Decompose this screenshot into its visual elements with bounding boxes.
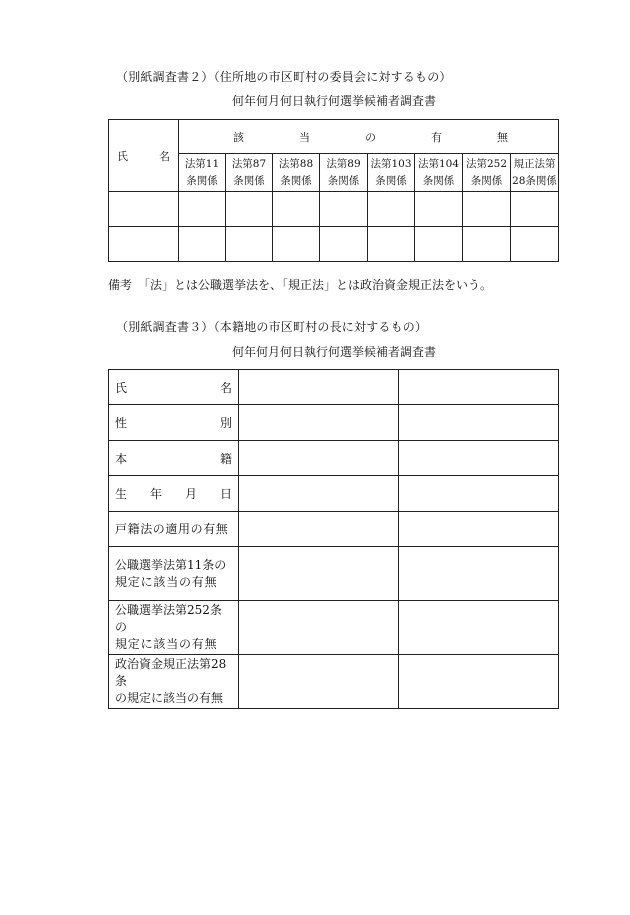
form2-heading: （別紙調査書２）（住所地の市区町村の委員会に対するもの） (116, 70, 452, 84)
form2-cell[interactable] (320, 227, 368, 262)
form2-col-art11: 法第11 条関係 (179, 154, 226, 192)
form3-cell[interactable] (399, 512, 559, 547)
form3-row-birthdate (109, 476, 559, 512)
form3-label-art11: 公職選挙法第11条の 規定に該当の有無 (109, 547, 239, 601)
form2-cell[interactable] (463, 192, 511, 227)
form3-cell[interactable] (399, 655, 559, 709)
form2-blank-row (109, 192, 559, 227)
form2-cell[interactable] (415, 227, 463, 262)
form3-cell[interactable] (239, 405, 399, 441)
form2-cell[interactable] (273, 192, 320, 227)
form2-cell[interactable] (226, 192, 273, 227)
form3-label-birthdate: 生 年 月 日 (109, 476, 239, 512)
form3-label-name: 氏 名 (109, 370, 239, 405)
form2-cell[interactable] (109, 192, 179, 227)
form3-row-art11 (109, 547, 559, 601)
form2-cell[interactable] (273, 227, 320, 262)
form3-row-art252 (109, 601, 559, 655)
form3-title: 何年何月何日執行何選挙候補者調査書 (232, 345, 437, 359)
form2-col-art104: 法第104 条関係 (415, 154, 463, 192)
form2-col-art103: 法第103 条関係 (368, 154, 415, 192)
form3-cell[interactable] (239, 655, 399, 709)
form2-cell[interactable] (226, 227, 273, 262)
form3-cell[interactable] (239, 476, 399, 512)
form3-cell[interactable] (399, 547, 559, 601)
form2-col-art252: 法第252 条関係 (463, 154, 511, 192)
form3-label-koseki: 戸籍法の適用の有無 (109, 512, 239, 547)
form2-cell[interactable] (320, 192, 368, 227)
form3-row-domicile (109, 441, 559, 476)
form3-cell[interactable] (239, 370, 399, 405)
form2-cell[interactable] (511, 227, 559, 262)
form3-cell[interactable] (239, 601, 399, 655)
form2-cell[interactable] (109, 227, 179, 262)
form2-col-kiseiho28: 規正法第 28条関係 (511, 154, 559, 192)
form2-cell[interactable] (368, 227, 415, 262)
form2-cell[interactable] (368, 192, 415, 227)
form3-cell[interactable] (239, 441, 399, 476)
form2-group-header: 該 当 の 有 無 (179, 120, 559, 154)
form3-label-kiseiho28: 政治資金規正法第28条 の規定に該当の有無 (109, 655, 239, 709)
form2-blank-row (109, 227, 559, 262)
form2-cell[interactable] (463, 227, 511, 262)
form3-row-name (109, 370, 559, 405)
form3-row-sex (109, 405, 559, 441)
form2-cell[interactable] (179, 192, 226, 227)
form2-note: 備考 「法」とは公職選挙法を、「規正法」とは政治資金規正法をいう。 (108, 278, 493, 292)
form3-cell[interactable] (399, 441, 559, 476)
form3-table (108, 369, 559, 709)
form3-cell[interactable] (399, 476, 559, 512)
form3-cell[interactable] (399, 601, 559, 655)
form3-label-sex: 性 別 (109, 405, 239, 441)
form2-name-header: 氏 名 (109, 120, 179, 192)
form2-cell[interactable] (511, 192, 559, 227)
form3-cell[interactable] (239, 547, 399, 601)
form2-col-art89: 法第89 条関係 (320, 154, 368, 192)
form2-title: 何年何月何日執行何選挙候補者調査書 (232, 94, 437, 108)
form3-row-kiseiho28 (109, 655, 559, 709)
form2-col-art87: 法第87 条関係 (226, 154, 273, 192)
form2-table (108, 119, 559, 262)
form2-cell[interactable] (179, 227, 226, 262)
form3-heading: （別紙調査書３）（本籍地の市区町村の長に対するもの） (116, 320, 428, 334)
form3-cell[interactable] (399, 405, 559, 441)
form3-cell[interactable] (239, 512, 399, 547)
form3-label-art252: 公職選挙法第252条の 規定に該当の有無 (109, 601, 239, 655)
form2-col-art88: 法第88 条関係 (273, 154, 320, 192)
form3-cell[interactable] (399, 370, 559, 405)
form3-label-domicile: 本 籍 (109, 441, 239, 476)
form2-cell[interactable] (415, 192, 463, 227)
form3-row-koseki (109, 512, 559, 547)
